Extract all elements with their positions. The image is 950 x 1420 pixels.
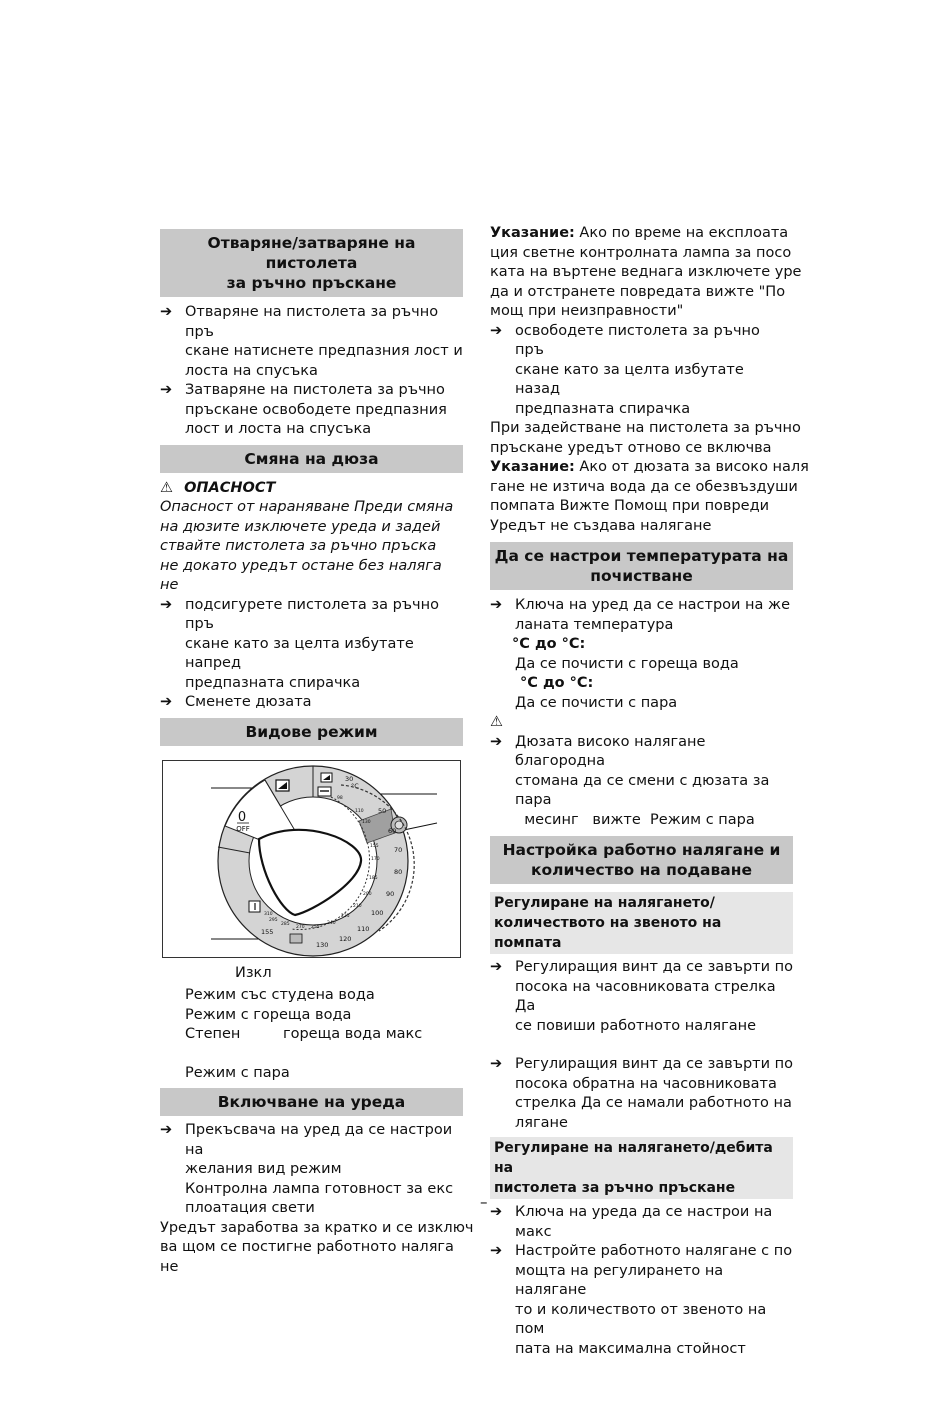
text-line: Регулиращия винт да се завърти по bbox=[515, 1056, 794, 1072]
text-line: скане като за целта избутате назад bbox=[515, 361, 744, 397]
text-line: лягане bbox=[515, 1114, 568, 1131]
scale-label: 285 bbox=[281, 921, 290, 927]
mode-level-row bbox=[160, 1025, 463, 1045]
right-column bbox=[490, 224, 809, 1359]
list-item bbox=[490, 1242, 793, 1359]
scale-label: 100 bbox=[371, 908, 384, 917]
dial-off-digit: 0 bbox=[237, 809, 247, 825]
text-line: желания вид режим bbox=[185, 1161, 342, 1177]
text-line: на дюзите изключете уреда и задей bbox=[160, 518, 441, 535]
subheading-pump bbox=[490, 892, 793, 954]
text-line: подсигурете пистолета за ръчно пръ bbox=[185, 596, 439, 632]
text-line: помпата Вижте Помощ при повреди bbox=[490, 498, 770, 514]
mode-off: Изкл bbox=[235, 964, 272, 981]
list-item bbox=[490, 596, 793, 635]
heading-line: Регулиране на налягането/дебита на bbox=[494, 1140, 773, 1176]
text-line: пръскане освободете предпазния bbox=[185, 401, 447, 418]
warning-icon: ⚠ bbox=[490, 714, 503, 730]
heading-line: Отваряне/затваряне на пистолета bbox=[207, 234, 416, 272]
heading-line: пистолета за ръчно пръскане bbox=[494, 1180, 736, 1196]
modes-legend bbox=[160, 964, 463, 1084]
scale-label: 80 bbox=[394, 867, 403, 876]
text-line: не bbox=[160, 577, 179, 593]
arrow-icon: ➔ bbox=[490, 733, 503, 750]
text-line: посока на часовниковата стрелка Да bbox=[515, 978, 776, 1014]
text-line: се повиши работното налягане bbox=[515, 1017, 757, 1034]
text-line: Контролна лампа готовност за екс bbox=[185, 1180, 454, 1197]
warning-icon: ⚠ bbox=[160, 479, 173, 496]
scale-label: °C bbox=[351, 781, 359, 790]
mode-cold-water: Режим със студена вода bbox=[185, 987, 375, 1003]
scale-label: 98 bbox=[337, 795, 343, 801]
mode-dial-figure bbox=[162, 760, 461, 958]
text-line: гане не изтича вода да се обезвъздуши bbox=[490, 478, 798, 495]
heading-line: количеството на звеното на помпата bbox=[494, 915, 722, 951]
arrow-icon: ➔ bbox=[490, 1204, 503, 1220]
note-label: Указание: bbox=[490, 225, 575, 241]
text-line: ва щом се постигне работното наляга bbox=[160, 1239, 454, 1255]
page-mark: – bbox=[480, 1193, 488, 1211]
dial-off-text: OFF bbox=[236, 824, 250, 833]
scale-label: 200 bbox=[363, 891, 372, 897]
scale-label: 255 bbox=[311, 924, 320, 930]
heading-line: Регулиране на налягането/ bbox=[494, 895, 715, 911]
scale-label: 310 bbox=[264, 911, 273, 917]
text-line: то и количеството от звеното на пом bbox=[515, 1301, 767, 1337]
text-line: Да се почисти с гореща вода bbox=[515, 655, 739, 672]
note-text: Ако от дюзата за високо наля bbox=[574, 459, 809, 475]
scale-label: 210 bbox=[353, 903, 362, 909]
list-item bbox=[160, 303, 463, 381]
text-line: да и отстранете повредата вижте "По bbox=[490, 283, 786, 300]
mode-dial-illustration bbox=[163, 761, 460, 957]
text-line: Настройте работното налягане с по bbox=[515, 1243, 793, 1259]
text-line: Ключа на уред да се настрои на же bbox=[515, 597, 791, 613]
scale-label: 225 bbox=[341, 913, 350, 919]
text-line: ция светне контролната лампа за посо bbox=[490, 244, 792, 261]
text-line: Уредът не създава налягане bbox=[490, 517, 712, 534]
list-item bbox=[490, 733, 793, 831]
text-line: мощта на регулирането на налягане bbox=[515, 1262, 724, 1298]
heading-line: Настройка работно налягане и bbox=[502, 841, 781, 859]
text-line: Дюзата високо налягане благородна bbox=[515, 733, 706, 769]
text-line: стрелка Да се намали работното на bbox=[515, 1095, 792, 1111]
scale-label: 130 bbox=[362, 819, 371, 825]
text-line: При задействане на пистолета за ръчно bbox=[490, 420, 801, 436]
section-heading-temperature bbox=[490, 542, 793, 590]
text-line: Ключа на уреда да се настрои на bbox=[515, 1204, 773, 1220]
text-line: лоста на спусъка bbox=[185, 362, 318, 379]
arrow-icon: ➔ bbox=[490, 959, 503, 975]
arrow-icon: ➔ bbox=[490, 597, 503, 613]
mode-hot-water: Режим с гореща вода bbox=[185, 1006, 352, 1023]
text-line: Затваряне на пистолета за ръчно bbox=[185, 382, 445, 398]
danger-text bbox=[160, 498, 463, 596]
text-line: месинг вижте Режим с пара bbox=[515, 811, 755, 828]
note-text: Ако по време на експлоата bbox=[574, 225, 789, 241]
list-item bbox=[490, 1055, 793, 1133]
text-line: мощ при неизправности" bbox=[490, 303, 684, 319]
text-line: ланата температура bbox=[515, 616, 674, 633]
text-line: пата на максимална стойност bbox=[515, 1340, 746, 1357]
text-line: Отваряне на пистолета за ръчно пръ bbox=[185, 304, 439, 340]
arrow-icon: ➔ bbox=[160, 694, 173, 710]
scale-label: 60 bbox=[388, 826, 397, 835]
heading-line: почистване bbox=[590, 567, 693, 585]
heading-line: количество на подаване bbox=[531, 861, 752, 879]
arrow-icon: ➔ bbox=[490, 322, 503, 339]
text-line: посока обратна на часовниковата bbox=[515, 1075, 777, 1092]
scale-label: 155 bbox=[370, 843, 379, 849]
arrow-icon: ➔ bbox=[490, 1243, 503, 1259]
scale-label: 90 bbox=[386, 889, 395, 898]
scale-label: 185 bbox=[369, 875, 378, 881]
note-label: Указание: bbox=[490, 459, 575, 475]
text-line: Да се почисти с пара bbox=[515, 694, 678, 711]
text-line: Уредът заработва за кратко и се изключ bbox=[160, 1219, 474, 1236]
text-line: ствайте пистолета за ръчно пръска bbox=[160, 538, 437, 554]
arrow-icon: ➔ bbox=[160, 382, 173, 398]
text-line: Регулиращия винт да се завърти по bbox=[515, 959, 794, 975]
mode-hot-max: гореща вода макс bbox=[282, 1026, 423, 1042]
section-heading-pressure bbox=[490, 836, 793, 884]
subheading-gun bbox=[490, 1137, 793, 1199]
scale-label: 295 bbox=[269, 917, 278, 923]
list-item bbox=[490, 322, 793, 420]
text-line: освободете пистолета за ръчно пръ bbox=[515, 322, 760, 358]
list-item bbox=[160, 381, 463, 440]
scale-label: 110 bbox=[357, 924, 370, 933]
text-line: не докато уредът остане без наляга bbox=[160, 557, 442, 574]
section-heading-open-close-gun bbox=[160, 229, 463, 297]
scale-label: 110 bbox=[355, 808, 364, 814]
section-heading-nozzle-change: Смяна на дюза bbox=[160, 445, 463, 473]
arrow-icon: ➔ bbox=[490, 1056, 503, 1072]
temp-range-1: °C до °C: bbox=[512, 636, 586, 652]
note-block bbox=[490, 458, 809, 536]
scale-label: 130 bbox=[316, 940, 329, 949]
mode-level: Степен bbox=[185, 1026, 241, 1042]
text-line: макс bbox=[515, 1223, 552, 1240]
list-item bbox=[490, 1203, 793, 1242]
scale-label: 70 bbox=[394, 845, 403, 854]
scale-label: 120 bbox=[339, 934, 352, 943]
list-item bbox=[490, 958, 793, 1036]
text-line: Прекъсвача на уред да се настрои на bbox=[185, 1122, 453, 1158]
text-line: пръскане уредът отново се включва bbox=[490, 439, 772, 456]
text-line: лост и лоста на спусъка bbox=[185, 421, 372, 437]
scale-label: 270 bbox=[296, 924, 305, 930]
scale-label: 240 bbox=[327, 920, 336, 926]
scale-label: 170 bbox=[371, 856, 380, 862]
text-line: стомана да се смени с дюзата за пара bbox=[515, 772, 770, 808]
arrow-icon: ➔ bbox=[160, 1122, 173, 1138]
section-heading-modes: Видове режим bbox=[160, 718, 463, 746]
text-line: ката на въртене веднага изключете уре bbox=[490, 264, 802, 280]
text-line: не bbox=[160, 1258, 179, 1275]
text-line: плоатация свети bbox=[185, 1200, 315, 1216]
danger-heading bbox=[160, 479, 463, 499]
text-line bbox=[490, 224, 793, 244]
left-column bbox=[160, 229, 474, 1277]
arrow-icon: ➔ bbox=[160, 596, 173, 613]
scale-label: 155 bbox=[261, 927, 274, 936]
text-line: предпазната спирачка bbox=[515, 400, 691, 417]
mode-steam: Режим с пара bbox=[185, 1064, 290, 1081]
text-line: Сменете дюзата bbox=[185, 694, 312, 710]
list-item bbox=[160, 596, 463, 694]
section-heading-switch-on: Включване на уреда bbox=[160, 1088, 463, 1116]
scale-label: 30 bbox=[345, 774, 354, 783]
text-line: скане като за целта избутате напред bbox=[185, 635, 414, 671]
heading-line: за ръчно пръскане bbox=[226, 274, 397, 292]
text-line: предпазната спирачка bbox=[185, 674, 361, 691]
text-line: скане натиснете предпазния лост и bbox=[185, 343, 463, 359]
text-line: Опасност от нараняване Преди смяна bbox=[160, 499, 454, 515]
arrow-icon: ➔ bbox=[160, 304, 173, 320]
text-line bbox=[490, 458, 809, 478]
list-item bbox=[160, 693, 463, 713]
danger-label: ОПАСНОСТ bbox=[184, 479, 276, 496]
list-item bbox=[160, 1121, 463, 1180]
heading-line: Да се настрои температурата на bbox=[494, 547, 789, 565]
scale-label: 50 bbox=[378, 806, 387, 815]
note-block bbox=[490, 224, 802, 322]
temp-range-2: °C до °C: bbox=[520, 675, 594, 691]
